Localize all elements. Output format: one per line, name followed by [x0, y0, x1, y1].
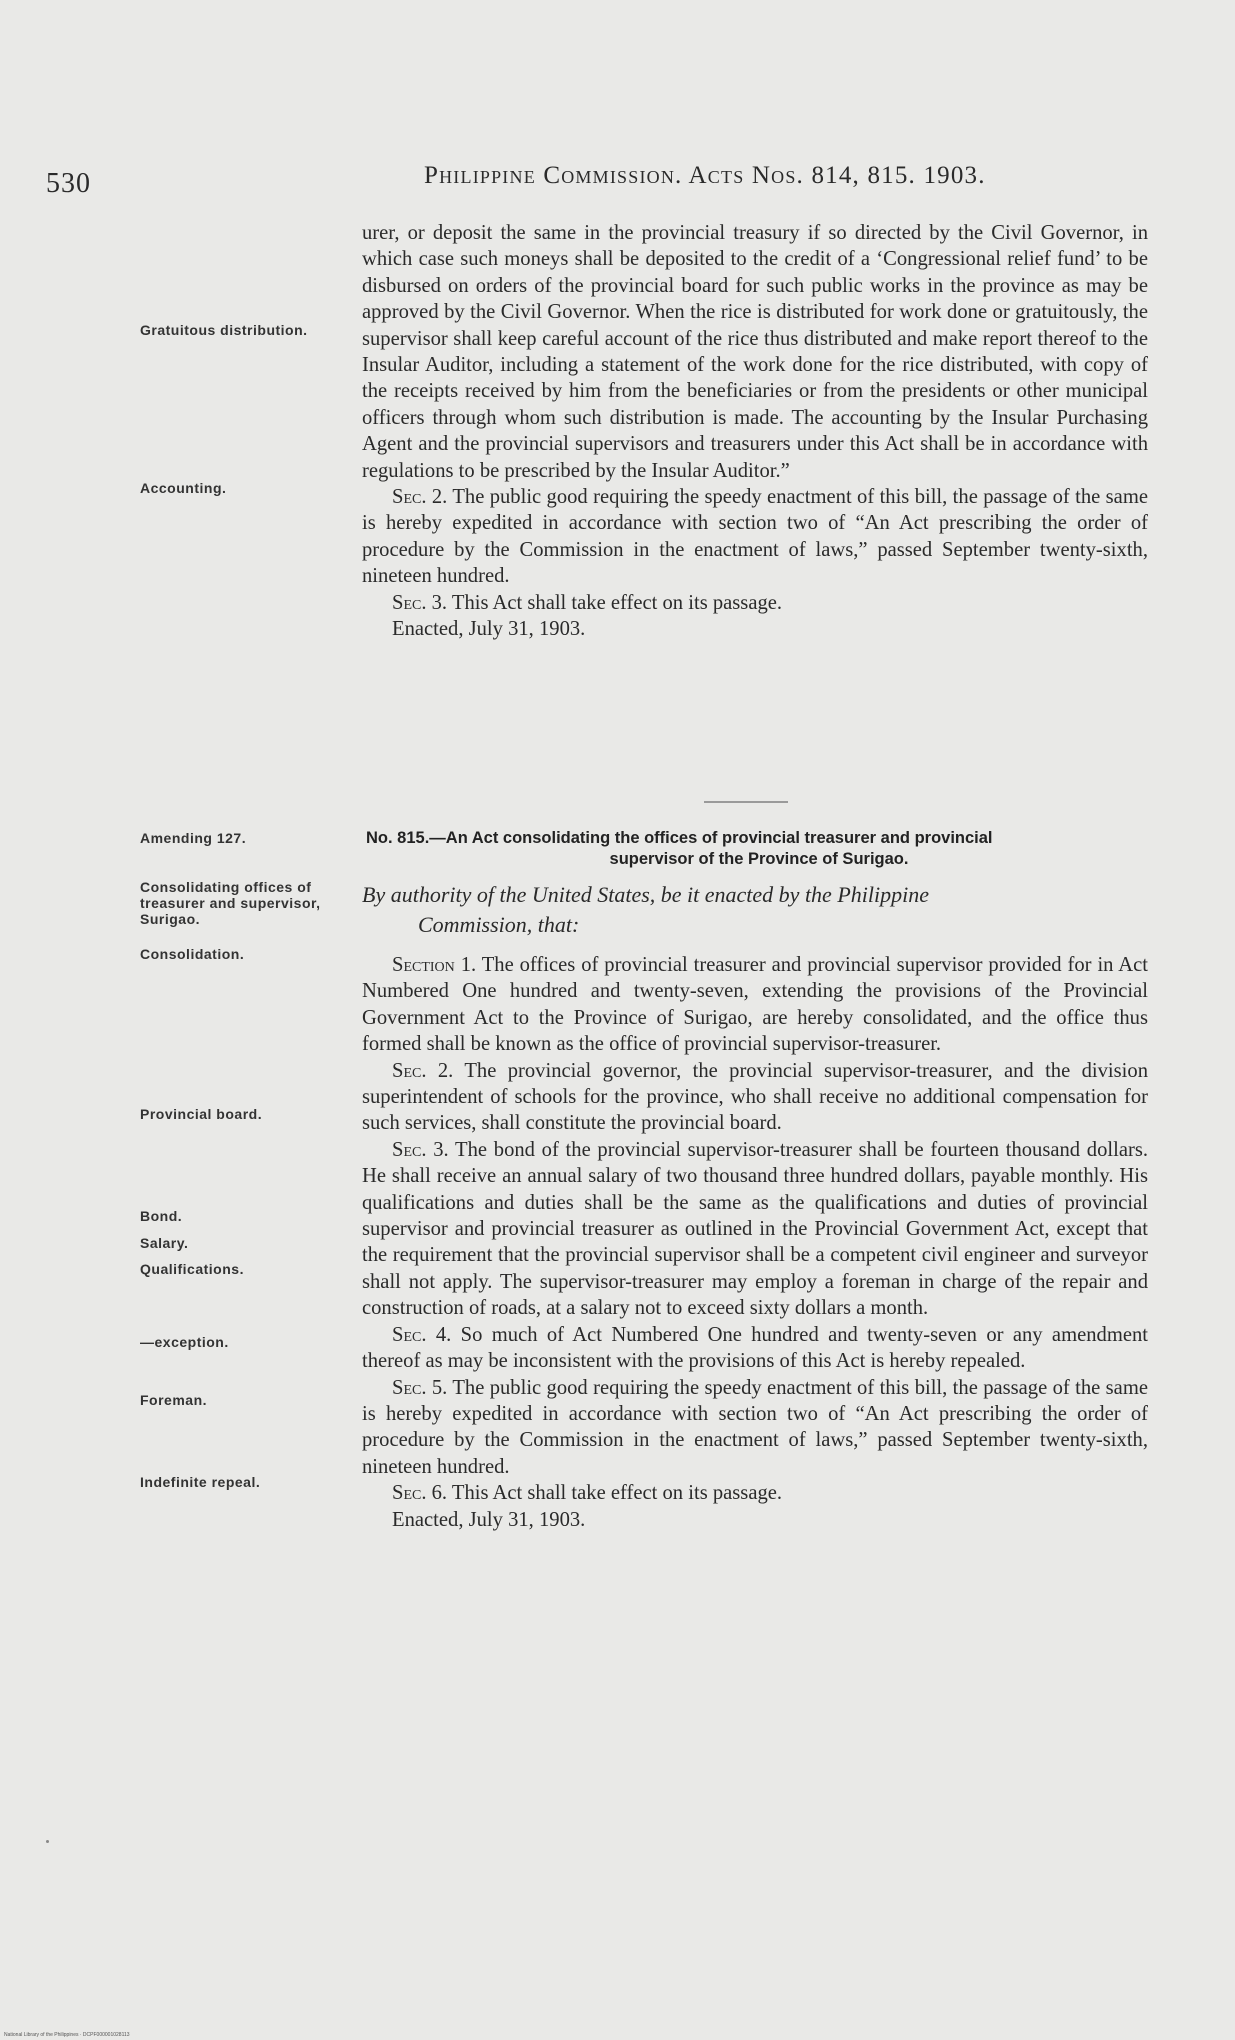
section-divider — [704, 801, 788, 803]
margin-note-amending: Amending 127. — [140, 830, 247, 846]
margin-note-gratuitous: Gratuitous distribution. — [140, 322, 308, 338]
section-text: The provincial governor, the provincial supervisor-treasurer, and the division superintendent of schools for the province, who shall receive no additional compensation for such services, shall constitute the provincial board. — [362, 1059, 1148, 1135]
act-815-section-4 — [362, 1322, 1148, 1375]
section-label: Sec. 2. — [392, 486, 448, 509]
margin-note-bond: Bond. — [140, 1208, 183, 1224]
section-text: This Act shall take effect on its passage. — [451, 1482, 783, 1505]
section-text: The public good requiring the speedy enactment of this bill, the passage of the same is hereby expedited in accordance with section two of “An Act prescribing the order of procedure by the Commission in the enactment of laws,” passed September twenty-sixth, nineteen hundred. — [362, 1376, 1148, 1478]
act-815-section-6 — [362, 1480, 1148, 1506]
enacting-line-1: By authority of the United States, be it enacted by the Philippine — [362, 882, 929, 907]
margin-note-exception: —exception. — [140, 1334, 229, 1350]
margin-note-consolidating: Consolidating offices of treasurer and supervisor, Surigao. — [140, 879, 321, 927]
section-text: The bond of the provincial supervisor-treasurer shall be fourteen thousand dollars. He shall receive an annual salary of two thousand three hundred dollars, payable monthly. His qualifications and duties shall be the same as the qualifications and duties of provincial supervisor and provincial treasurer as outlined in the Provincial Government Act, except that the requirement that the provincial supervisor shall be a competent civil engineer and surveyor shall not apply. The supervisor-treasurer may employ a foreman in charge of the repair and construction of roads, at a salary not to exceed sixty dollars a month. — [362, 1138, 1149, 1320]
margin-note-indefinite-repeal: Indefinite repeal. — [140, 1474, 261, 1490]
act-815-section-2 — [362, 1058, 1148, 1137]
act-815-section-3 — [362, 1137, 1148, 1322]
act-814-continued-paragraph: urer, or deposit the same in the provincial treasury if so directed by the Civil Governor, in which case such moneys shall be deposited to the credit of a ‘Congressional relief fund’ to be disbursed on orders of the provincial board for such public works in the province as may be approved by the Civil Governor. When the rice is distributed for work done or gratuitously, the supervisor shall keep careful account of the rice thus distributed and make report thereof to the Insular Auditor, including a statement of the work done for the rice distributed, with copy of the receipts received by him from the beneficiaries or from the presidents or other municipal officers through whom such distribution is made. The accounting by the Insular Purchasing Agent and the provincial supervisors and treasurers under this Act shall be in accordance with regulations to be prescribed by the Insular Auditor.” — [362, 222, 1148, 482]
act-814-continuation — [362, 220, 1148, 643]
section-text: This Act shall take effect on its passage. — [451, 591, 783, 614]
enacting-line-2: Commission, that: — [418, 912, 580, 937]
act-814-section-2 — [362, 484, 1148, 590]
act-815-body — [362, 952, 1148, 1533]
section-label: Section 1. — [392, 954, 477, 976]
section-label: Sec. 3. — [392, 591, 448, 614]
section-label: Sec. 5. — [392, 1376, 448, 1399]
page-number: 530 — [46, 168, 91, 199]
enacting-clause — [362, 880, 1148, 940]
section-label: Sec. 3. — [392, 1138, 449, 1161]
section-label: Sec. 6. — [392, 1482, 448, 1505]
section-text: The public good requiring the speedy enactment of this bill, the passage of the same is hereby expedited in accordance with section two of “An Act prescribing the order of procedure by the Commission in the enactment of laws,” passed September twenty-sixth, nineteen hundred. — [362, 486, 1148, 588]
margin-note-consolidation: Consolidation. — [140, 946, 245, 962]
margin-note-foreman: Foreman. — [140, 1392, 208, 1408]
act-815-title — [366, 828, 1152, 870]
act-815-section-5 — [362, 1375, 1148, 1481]
scan-speck — [46, 1840, 49, 1843]
act-815-section-1 — [362, 952, 1148, 1058]
section-label: Sec. 4. — [392, 1323, 452, 1346]
act-815-enacted: Enacted, July 31, 1903. — [392, 1508, 586, 1531]
act-815-title-line-2: supervisor of the Province of Surigao. — [609, 850, 909, 868]
section-text: So much of Act Numbered One hundred and twenty-seven or any amendment thereof as may be inconsistent with the provisions of this Act is hereby repealed. — [362, 1323, 1148, 1373]
running-header: Philippine Commission. Acts Nos. 814, 815. 1903. — [424, 162, 986, 189]
act-815-title-line-1: No. 815.—An Act consolidating the offices of provincial treasurer and provincial — [366, 829, 993, 847]
act-814-enacted: Enacted, July 31, 1903. — [392, 618, 586, 641]
margin-note-provincial-board: Provincial board. — [140, 1106, 263, 1122]
margin-note-accounting: Accounting. — [140, 480, 227, 496]
act-814-section-3 — [362, 590, 1148, 616]
scan-footer-tag: National Library of the Philippines · DCPF000001028113 — [4, 2032, 130, 2038]
margin-note-qualifications: Qualifications. — [140, 1261, 244, 1277]
section-text: The offices of provincial treasurer and provincial supervisor provided for in Act Numbered One hundred and twenty-seven, extending the provisions of the Provincial Government Act to the Province of Surigao, are hereby consolidated, and the office thus formed shall be known as the office of provincial supervisor-treasurer. — [362, 954, 1148, 1056]
section-label: Sec. 2. — [392, 1059, 454, 1082]
margin-note-salary: Salary. — [140, 1235, 189, 1251]
